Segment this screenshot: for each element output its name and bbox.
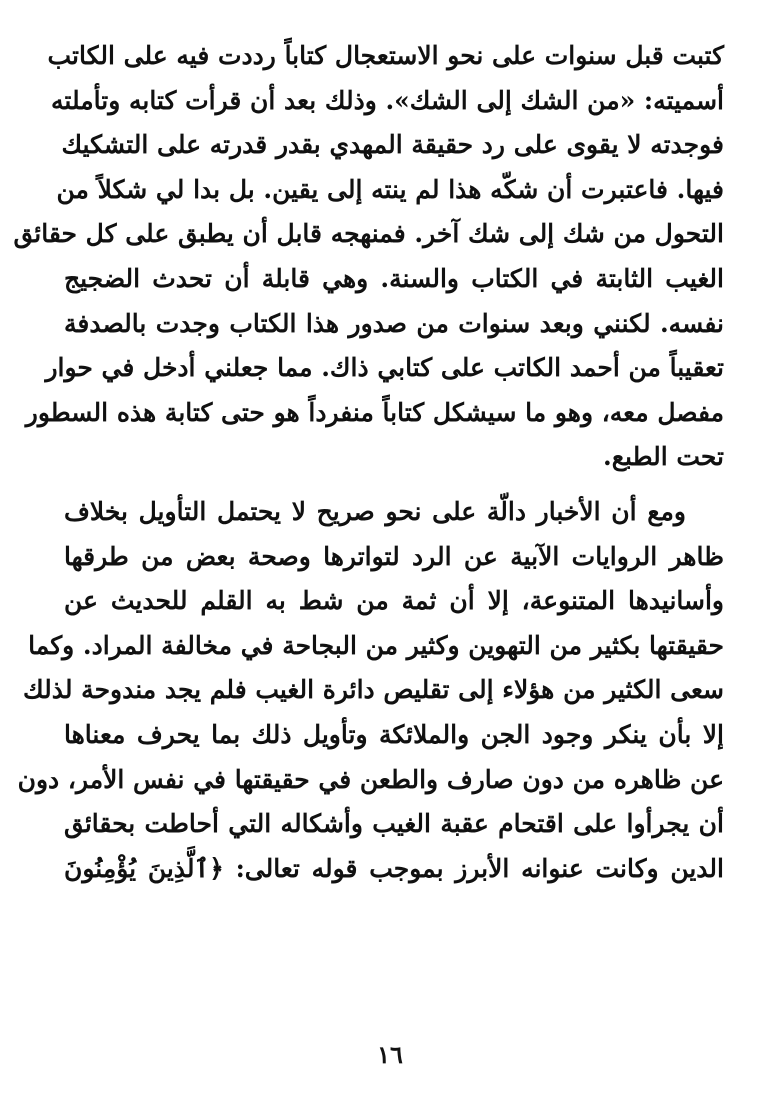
text-line: سعى الكثير من هؤلاء إلى تقليص دائرة الغيب فلم يجد مندوحة لذلك (23, 675, 724, 705)
text-line: أن يجرأوا على اقتحام عقبة الغيب وأشكاله التي أحاطت بحقائق (64, 809, 724, 839)
text-line: الغيب الثابتة في الكتاب والسنة. وهي قابلة أن تحدث الضجيج (64, 263, 724, 293)
paragraph-gap (64, 480, 724, 490)
text-line: حقيقتها بكثير من التهوين وكثير من البجاحة في مخالفة المراد. وكما (28, 630, 724, 660)
text-line: ومع أن الأخبار دالّة على نحو صريح لا يحتمل التأويل بخلاف (64, 496, 686, 526)
text-line: وأسانيدها المتنوعة، إلا أن ثمة من شط به القلم للحديث عن (64, 586, 724, 616)
page-number: ١٦ (377, 1040, 403, 1069)
text-line: الدين وكانت عنوانه الأبرز بموجب قوله تعالى: ﴿ٱلَّذِينَ يُؤْمِنُونَ (64, 853, 724, 883)
text-line: تحت الطبع. (603, 442, 724, 472)
text-line: أسميته: «من الشك إلى الشك». وذلك بعد أن قرأت كتابه وتأملته (51, 85, 724, 115)
text-line: إلا بأن ينكر وجود الجن والملائكة وتأويل ذلك بما يحرف معناها (64, 719, 724, 749)
text-line: نفسه. لكنني وبعد سنوات من صدور هذا الكتاب وجدت بالصدفة (64, 308, 724, 338)
text-line: عن ظاهره من دون صارف والطعن في حقيقتها في نفس الأمر، دون (17, 764, 724, 794)
text-line: ظاهر الروايات الآبية عن الرد لتواترها وصحة بعض من طرقها (64, 541, 724, 571)
page-body (13, 34, 724, 891)
text-line: التحول من شك إلى شك آخر. فمنهجه قابل أن يطبق على كل حقائق (13, 219, 724, 249)
text-line: كتبت قبل سنوات على نحو الاستعجال كتاباً رددت فيه على الكاتب (47, 41, 724, 70)
text-line: فوجدته لا يقوى على رد حقيقة المهدي بقدر قدرته على التشكيك (61, 130, 724, 160)
text-line: تعقيباً من أحمد الكاتب على كتابي ذاك. مما جعلني أدخل في حوار (45, 353, 724, 383)
text-line: فيها. فاعتبرت أن شكّه هذا لم ينته إلى يقين. بل بدا لي شكلاً من (56, 174, 724, 204)
text-line: مفصل معه، وهو ما سيشكل كتاباً منفرداً هو حتى كتابة هذه السطور (25, 397, 724, 427)
paragraph-1 (13, 34, 724, 480)
paragraph-2 (17, 490, 724, 891)
